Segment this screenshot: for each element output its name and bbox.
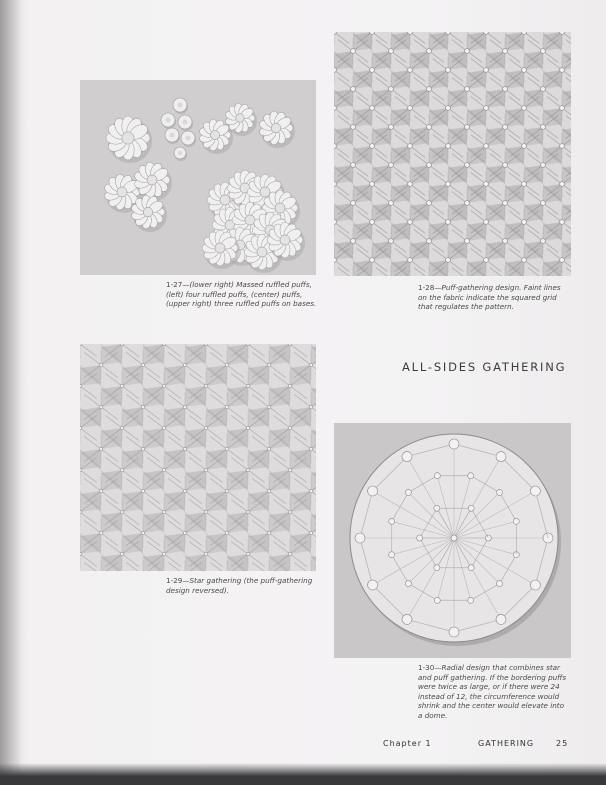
caption-text: Radial design that combines star and puff gathering. If the bordering puffs were twice as large, or if there were 24 instead of 12, the circumference would shrink and the center would elevate into a dome. — [418, 663, 567, 720]
page-spine-shadow — [0, 0, 22, 785]
section-heading: ALL-SIDES GATHERING — [402, 360, 567, 374]
figure-number: 1-28 — [418, 283, 435, 292]
figure-1-29-caption: 1-29—Star gathering (the puff-gathering design reversed). — [166, 576, 313, 595]
running-footer-title: GATHERING — [478, 739, 535, 748]
caption-text: Star gathering (the puff-gathering design reversed). — [166, 576, 313, 595]
figure-1-27-caption: 1-27—(lower right) Massed ruffled puffs, (left) four ruffled puffs, (center) puffs, (upper right) three ruffled puffs on bases. — [166, 280, 317, 309]
figure-1-27-photo — [80, 80, 316, 275]
figure-1-29-photo — [80, 344, 316, 571]
figure-1-30-caption: 1-30—Radial design that combines star and puff gathering. If the bordering puffs were twice as large, or if there were 24 instead of 12, the circumference would shrink and the center would elevate into a dome. — [418, 663, 567, 720]
figure-number: 1-30 — [418, 663, 435, 672]
figure-1-28-caption: 1-28—Puff-gathering design. Faint lines on the fabric indicate the squared grid that regulates the pattern. — [418, 283, 561, 312]
caption-text: Puff-gathering design. Faint lines on the fabric indicate the squared grid that regulates the pattern. — [418, 283, 561, 312]
page-number: 25 — [556, 739, 569, 748]
caption-text: (lower right) Massed ruffled puffs, (left) four ruffled puffs, (center) puffs, (upper right) three ruffled puffs on bases. — [166, 280, 317, 309]
binding-shadow — [0, 763, 606, 785]
figure-1-28-photo — [334, 32, 571, 276]
figure-number: 1-29 — [166, 576, 183, 585]
figure-number: 1-27 — [166, 280, 183, 289]
figure-1-30-photo — [334, 423, 571, 658]
running-footer-chapter: Chapter 1 — [383, 739, 432, 748]
